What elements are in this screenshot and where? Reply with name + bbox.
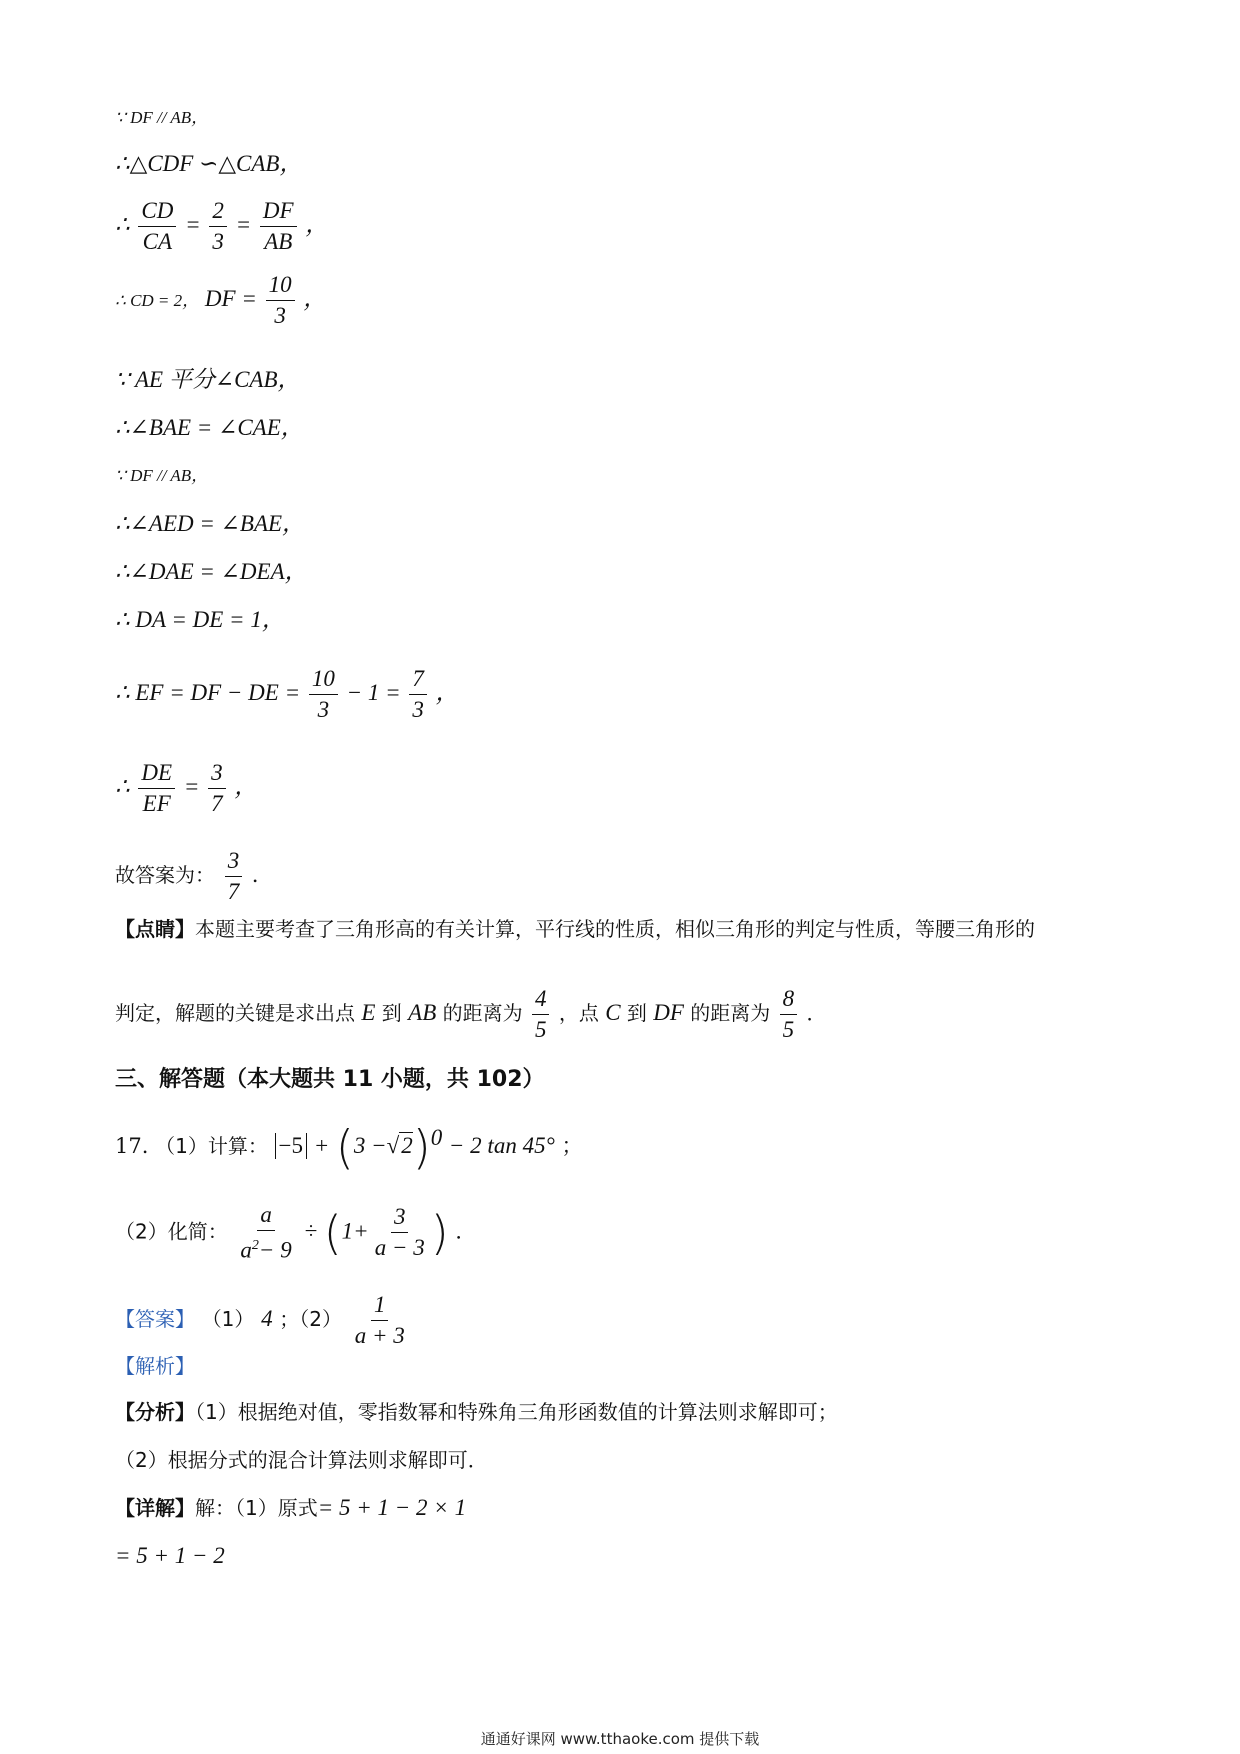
line-angle-aed-bae: ∴∠AED = ∠BAE， xyxy=(115,511,306,536)
fraction-de-ef: $\frac{DE}{EF}$ xyxy=(138,758,175,819)
absolute-value: −5 xyxy=(275,1133,307,1159)
detail-line-1: 【详解】解：（1）原式= 5 + 1 − 2 × 1 xyxy=(115,1495,467,1520)
fraction-3-over-a-3: $\frac{3}{a - 3}$ xyxy=(374,1204,425,1261)
detail-line-2: = 5 + 1 − 2 xyxy=(115,1543,225,1568)
line-df-parallel-ab-2: ∵ DF // AB， xyxy=(115,466,209,485)
line-ratio-cd-ca: ∴ $\frac{CD}{CA}$ = $\frac{2}{3}$ = $\frac{DF}{AB}$ ， xyxy=(115,196,328,257)
fenxi-line-2: （2）根据分式的混合计算法则求解即可． xyxy=(115,1448,488,1472)
fraction-10-3-b: $\frac{10}{3}$ xyxy=(309,664,338,725)
line-df-parallel-ab: ∵ DF // AB， xyxy=(115,108,209,127)
line-angle-dae-dea: ∴∠DAE = ∠DEA， xyxy=(115,559,308,584)
fraction-7-3: $\frac{7}{3}$ xyxy=(409,664,427,725)
question-17-part-1: 17. （1）计算： $-5 + (3 -√2)^0 - 2$ tan 45° ； xyxy=(115,1120,583,1175)
fraction-df-ab: $\frac{DF}{AB}$ xyxy=(260,196,297,257)
answer-line: 【答案】 （1） 4 ；（2） $\frac{1}{a + 3}$ xyxy=(115,1290,411,1351)
fraction-4-5: $\frac{4}{5}$ xyxy=(532,984,550,1045)
line-da-de-1: ∴ DA = DE = 1， xyxy=(115,607,285,632)
line-cd-df-values: ∴ CD = 2， DF = $\frac{10}{3}$ ， xyxy=(115,270,326,331)
fraction-answer-3-7: $\frac{3}{7}$ xyxy=(225,846,243,907)
page-footer: 通通好课网 www.tthaoke.com 提供下载 xyxy=(480,1730,760,1748)
line-similar-triangles: ∴△CDF ∽△CAB， xyxy=(115,151,303,176)
line-final-answer: 故答案为： $\frac{3}{7}$ ． xyxy=(115,846,273,907)
therefore-symbol: ∴ xyxy=(115,211,130,237)
fraction-3-7: $\frac{3}{7}$ xyxy=(208,758,226,819)
question-number: 17. xyxy=(115,1134,149,1158)
comment-line-1: 【点睛】本题主要考查了三角形高的有关计算，平行线的性质，相似三角形的判定与性质，等腰三角形的 xyxy=(115,917,1035,941)
fraction-a-over-a2-9: $\frac{a}{a^2- 9}$ xyxy=(240,1202,292,1263)
analysis-label: 【解析】 xyxy=(115,1354,195,1378)
line-de-ef-ratio: ∴ $\frac{DE}{EF}$ = $\frac{3}{7}$ ， xyxy=(115,758,257,819)
comment-line-2: 判定，解题的关键是求出点 E 到 AB 的距离为 $\frac{4}{5}$ ，点 C 到 DF 的距离为 $\frac{8}{5}$ ． xyxy=(115,984,827,1045)
fenxi-line-1: 【分析】（1）根据绝对值，零指数幂和特殊角三角形函数值的计算法则求解即可； xyxy=(115,1400,838,1424)
line-ef-value: ∴ EF = DF − DE = $\frac{10}{3}$ − 1 = $\frac{7}{3}$ ， xyxy=(115,664,459,725)
line-ae-bisects: ∵ AE 平分∠CAB， xyxy=(115,367,301,392)
fraction-10-3: $\frac{10}{3}$ xyxy=(266,270,295,331)
radicand: 2 xyxy=(401,1133,413,1158)
fraction-2-3: $\frac{2}{3}$ xyxy=(209,196,227,257)
line-angle-bae-cae: ∴∠BAE = ∠CAE， xyxy=(115,415,304,440)
answer-label: 【答案】 xyxy=(115,1307,195,1331)
question-17-part-2: （2）化简： $\frac{a}{a^2- 9}$ ÷ (1+ $\frac{3}{a - 3}$ ) ． xyxy=(115,1200,476,1266)
fraction-cd-ca: $\frac{CD}{CA}$ xyxy=(138,196,176,257)
fraction-1-over-a-3: $\frac{1}{a + 3}$ xyxy=(354,1292,405,1348)
section-title: 三、解答题（本大题共 11 小题，共 102） xyxy=(115,1067,545,1092)
fraction-8-5: $\frac{8}{5}$ xyxy=(780,984,798,1045)
